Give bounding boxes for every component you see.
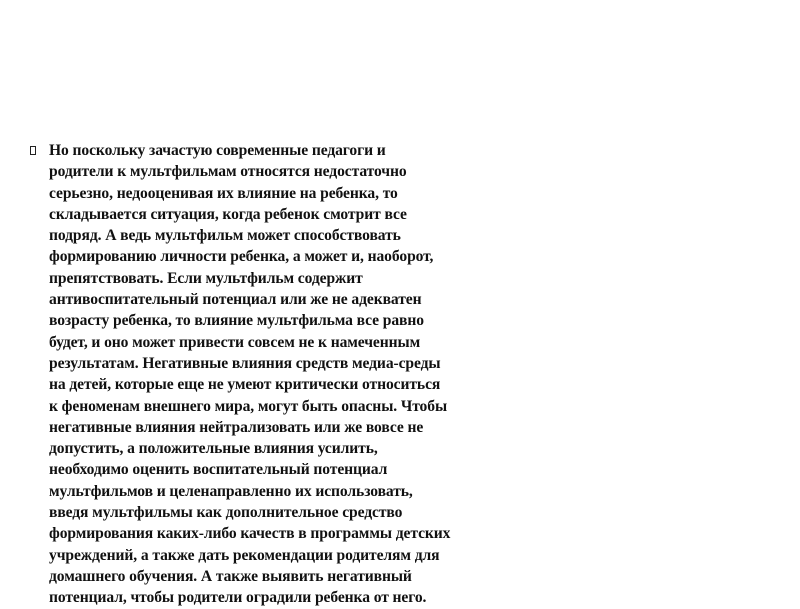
text-line: необходимо оценить воспитательный потенциал (49, 461, 388, 479)
text-line: препятствовать. Если мультфильм содержит (49, 269, 363, 287)
text-line: к феноменам внешнего мира, могут быть опасны. Чтобы (49, 397, 448, 415)
text-line: на детей, которые еще не умеют критически относиться (49, 376, 441, 394)
text-line: родители к мультфильмам относятся недостаточно (49, 163, 407, 181)
text-line: возрасту ребенка, то влияние мультфильма все равно (49, 312, 424, 330)
text-line: мультфильмов и целенаправленно их использовать, (49, 482, 413, 500)
text-line: результатам. Негативные влияния средств медиа-среды (49, 354, 441, 372)
text-line: будет, и оно может привести совсем не к намеченным (49, 333, 421, 351)
square-bullet-icon (30, 146, 36, 155)
bullet-paragraph (49, 140, 509, 609)
text-line: формированию личности ребенка, а может и, наоборот, (49, 248, 434, 266)
text-line: складывается ситуация, когда ребенок смотрит все (49, 205, 407, 223)
text-line: подряд. А ведь мультфильм может способствовать (49, 227, 401, 245)
text-line: домашнего обучения. А также выявить негативный (49, 567, 412, 585)
text-line: учреждений, а также дать рекомендации родителям для (49, 546, 440, 564)
text-line: формирования каких-либо качеств в программы детских (49, 525, 451, 543)
text-line: введя мультфильмы как дополнительное средство (49, 504, 403, 522)
text-line: допустить, а положительные влияния усилить, (49, 440, 378, 458)
text-line: антивоспитательный потенциал или же не адекватен (49, 291, 422, 309)
text-line: серьезно, недооценивая их влияние на ребенка, то (49, 184, 398, 202)
text-line: Но поскольку зачастую современные педагоги и (49, 142, 386, 159)
text-line: негативные влияния нейтрализовать или же вовсе не (49, 418, 424, 436)
text-line: потенциал, чтобы родители оградили ребенка от него. (49, 589, 427, 607)
